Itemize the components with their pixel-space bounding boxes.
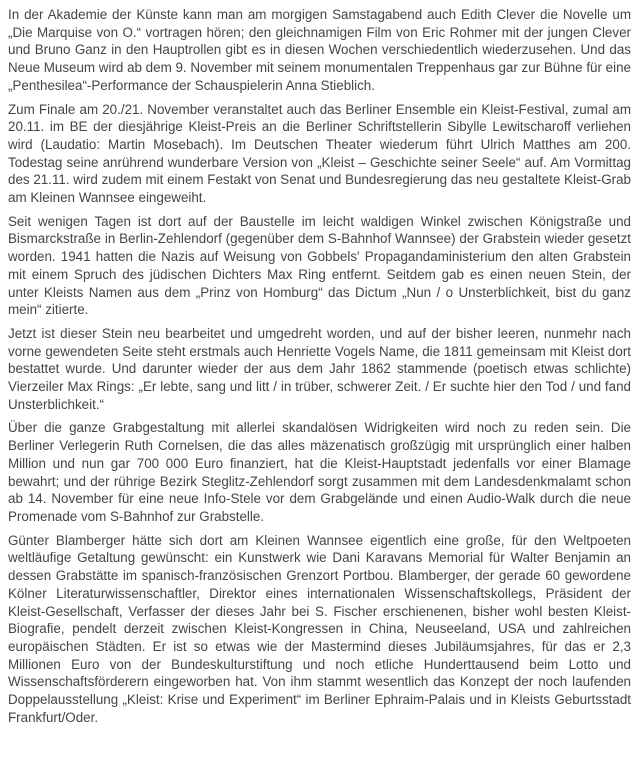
article-paragraph-2: Zum Finale am 20./21. November veranstaltet auch das Berliner Ensemble ein Kleist-Festival, zumal am 20.11. im BE der diesjährige Kleist-Preis an die Berliner Schriftstellerin Sibylle Lewitscharoff verliehen wird (Laudatio: Martin Mosebach). Im Deutschen Theater wiederum führt Ulrich Matthes am 200. Todestag seine anrührend wunderbare Version von „Kleist – Geschichte seiner Seele“ auf. Am Vormittag des 21.11. wird zudem mit einem Festakt von Senat und Bundesregierung das neu gestaltete Kleist-Grab am Kleinen Wannsee eingeweiht.	[8, 101, 631, 206]
article-paragraph-3: Seit wenigen Tagen ist dort auf der Baustelle im leicht waldigen Winkel zwischen Königstraße und Bismarckstraße in Berlin-Zehlendorf (gegenüber dem S-Bahnhof Wannsee) der Grabstein wieder gesetzt worden. 1941 hatten die Nazis auf Weisung von Gobbels' Propagandaministerium den alten Grabstein mit einem Spruch des jüdischen Dichters Max Ring entfernt. Seitdem gab es einen neuen Stein, der unter Kleists Namen aus dem „Prinz von Homburg“ das Dictum „Nun / o Unsterblichkeit, bist du ganz mein“ zitierte.	[8, 213, 631, 318]
article-paragraph-5: Über die ganze Grabgestaltung mit allerlei skandalösen Widrigkeiten wird noch zu reden sein. Die Berliner Verlegerin Ruth Cornelsen, die das alles mäzenatisch großzügig mit ursprünglich einer halben Million und nun gar 700 000 Euro finanziert, hat die Kleist-Hauptstadt jedenfalls vor einer Blamage bewahrt; und der rührige Bezirk Steglitz-Zehlendorf sorgt zusammen mit dem Landesdenkmalamt schon ab 14. November für eine neue Info-Stele vor dem Grabgelände und einen Audio-Walk durch die neue Promenade vom S-Bahnhof zur Grabstelle.	[8, 420, 631, 524]
article-paragraph-4: Jetzt ist dieser Stein neu bearbeitet und umgedreht worden, und auf der bisher leeren, nunmehr nach vorne gewendeten Seite steht erstmals auch Henriette Vogels Name, die 1811 gemeinsam mit Kleist dort bestattet wurde. Und darunter wieder der aus dem Jahr 1862 stammende (poetisch etwas schlichte) Vierzeiler Max Rings: „Er lebte, sang und litt / in trüber, schwerer Zeit. / Er suchte hier den Tod / und fand Unsterblichkeit.“	[8, 325, 631, 412]
article-paragraph-1: In der Akademie der Künste kann man am morgigen Samstagabend auch Edith Clever die Novelle um „Die Marquise von O.“ vortragen hören; den gleichnamigen Film von Eric Rohmer mit der jungen Clever und Bruno Ganz in den Hauptrollen gibt es in diesen Wochen verschiedentlich wiederzusehen. Und das Neue Museum wird ab dem 9. November mit seinem monumentalen Treppenhaus gar zur Bühne für eine „Penthesilea“-Performance der Schauspielerin Anna Stieblich.	[8, 7, 631, 93]
article-paragraph-6: Günter Blamberger hätte sich dort am Kleinen Wannsee eigentlich eine große, für den Weltpoeten weltläufige Getaltung gewünscht: ein Kunstwerk wie Dani Karavans Memorial für Walter Benjamin an dessen Grabstätte im spanisch-französischen Grenzort Portbou. Blamberger, der gerade 60 gewordene Kölner Literaturwissenschaftler, Direktor eines internationalen Wissenschaftskollegs, Präsident der Kleist-Gesellschaft, Verfasser der dieses Jahr bei S. Fischer erschienenen, bisher wohl besten Kleist-Biografie, pendelt derzeit zwischen Kleist-Kongressen in China, Neuseeland, USA und zahlreichen europäischen Städten. Er ist so etwas wie der Mastermind dieses Jubiläumsjahres, für das er 2,3 Millionen Euro von der Bundeskulturstiftung und noch etliche Hunderttausend beim Lotto und Wissenschaftsförderern eingeworben hat. Von ihm stammt wesentlich das Konzept der noch laufenden Doppelausstellung „Kleist: Krise und Experiment“ im Berliner Ephraim-Palais und in Kleists Geburtsstadt Frankfurt/Oder.	[8, 532, 631, 725]
